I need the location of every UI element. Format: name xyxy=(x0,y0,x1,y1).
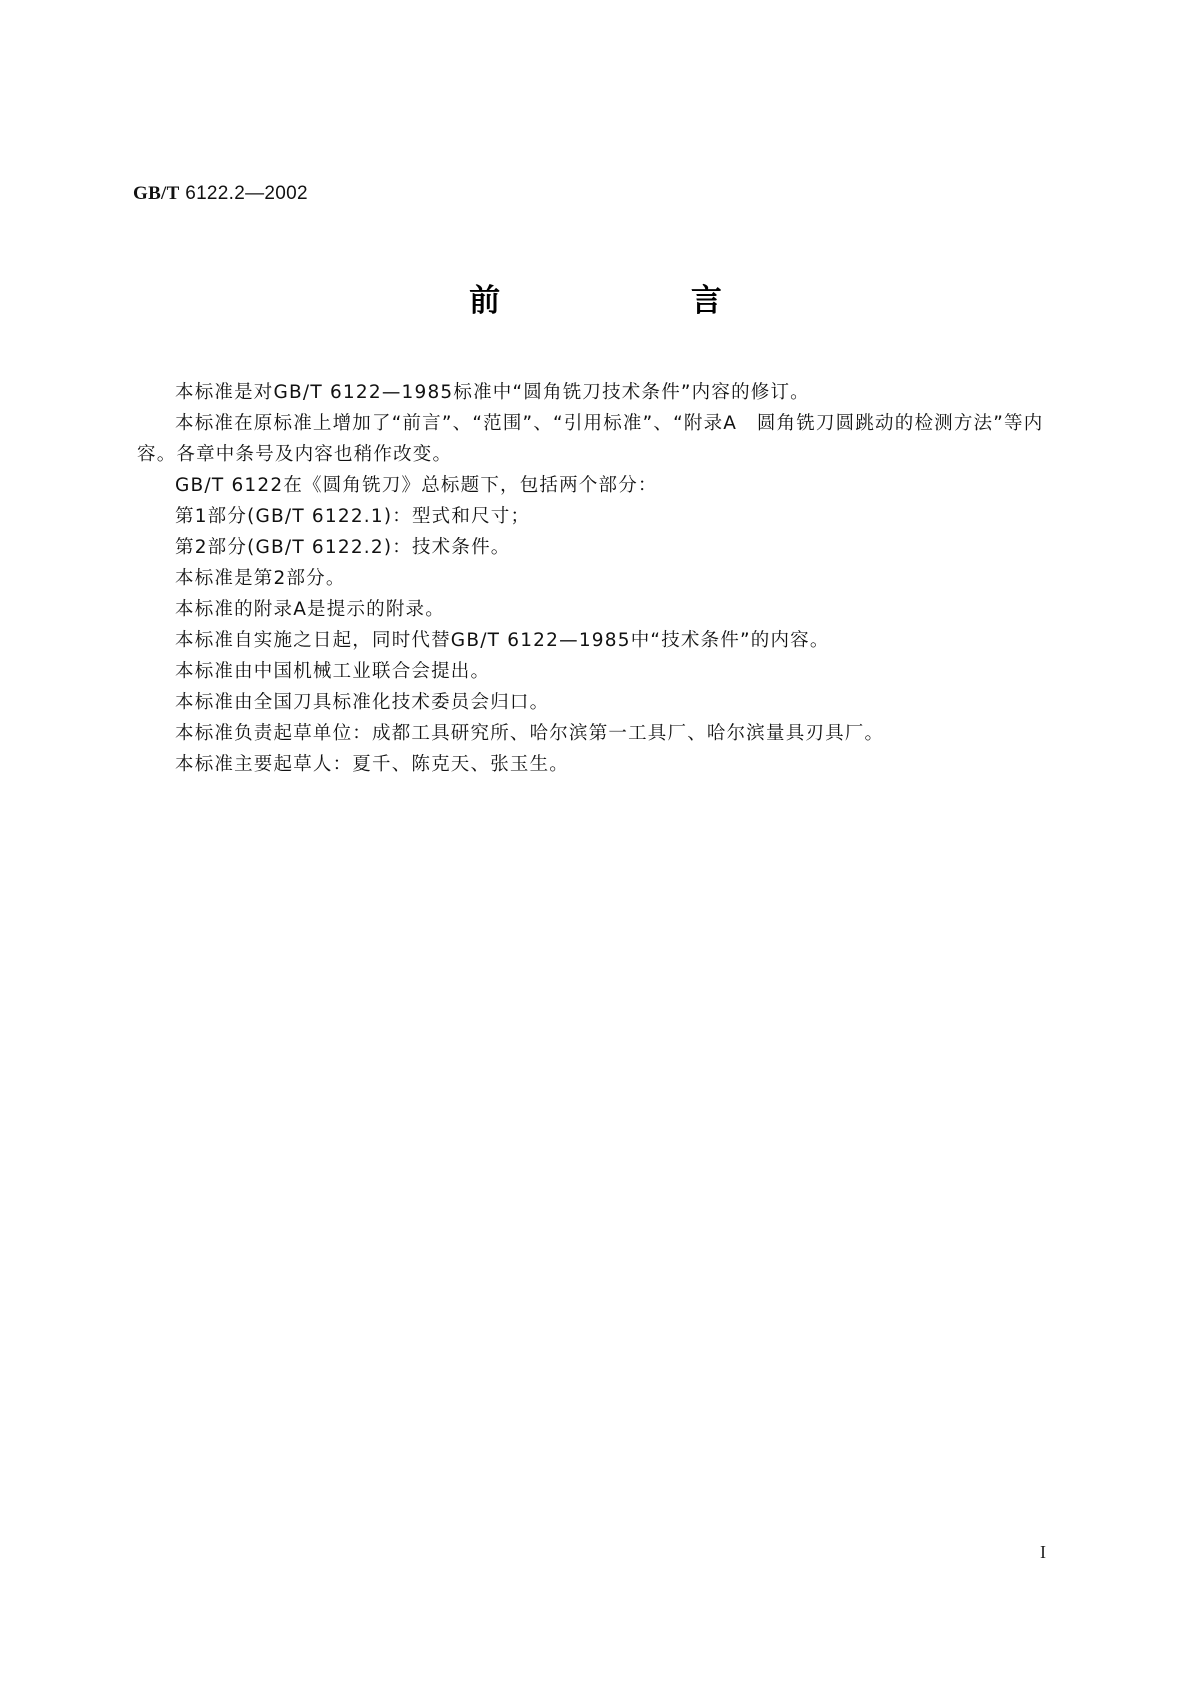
foreword-body xyxy=(137,377,1077,780)
standard-code-number: 6122.2—2002 xyxy=(185,183,308,204)
paragraph-replacement: 本标准自实施之日起，同时代替GB/T 6122—1985中“技术条件”的内容。 xyxy=(175,630,830,651)
page-number: I xyxy=(1040,1542,1046,1562)
paragraph-proposed-by: 本标准由中国机械工业联合会提出。 xyxy=(175,661,491,682)
standard-code-prefix: GB/T xyxy=(133,183,180,204)
paragraph-additions: 本标准在原标准上增加了“前言”、“范围”、“引用标准”、“附录A 圆角铣刀圆跳动的检测方法”等内容。各章中条号及内容也稍作改变。 xyxy=(137,413,1044,465)
paragraph-appendix: 本标准的附录A是提示的附录。 xyxy=(175,599,445,620)
paragraph-drafters: 本标准主要起草人：夏千、陈克天、张玉生。 xyxy=(175,754,570,775)
standard-code-header xyxy=(133,183,308,205)
paragraph-part-2: 第2部分(GB/T 6122.2)：技术条件。 xyxy=(175,537,511,558)
paragraph-this-part: 本标准是第2部分。 xyxy=(175,568,346,589)
paragraph-centralized-by: 本标准由全国刀具标准化技术委员会归口。 xyxy=(175,692,550,713)
paragraph-drafting-units: 本标准负责起草单位：成都工具研究所、哈尔滨第一工具厂、哈尔滨量具刃具厂。 xyxy=(175,723,885,744)
paragraph-parts-intro: GB/T 6122在《圆角铣刀》总标题下，包括两个部分： xyxy=(175,475,658,496)
page-title: 前 言 xyxy=(469,283,812,319)
paragraph-part-1: 第1部分(GB/T 6122.1)：型式和尺寸； xyxy=(175,506,531,527)
paragraph-revision: 本标准是对GB/T 6122—1985标准中“圆角铣刀技术条件”内容的修订。 xyxy=(175,382,810,403)
